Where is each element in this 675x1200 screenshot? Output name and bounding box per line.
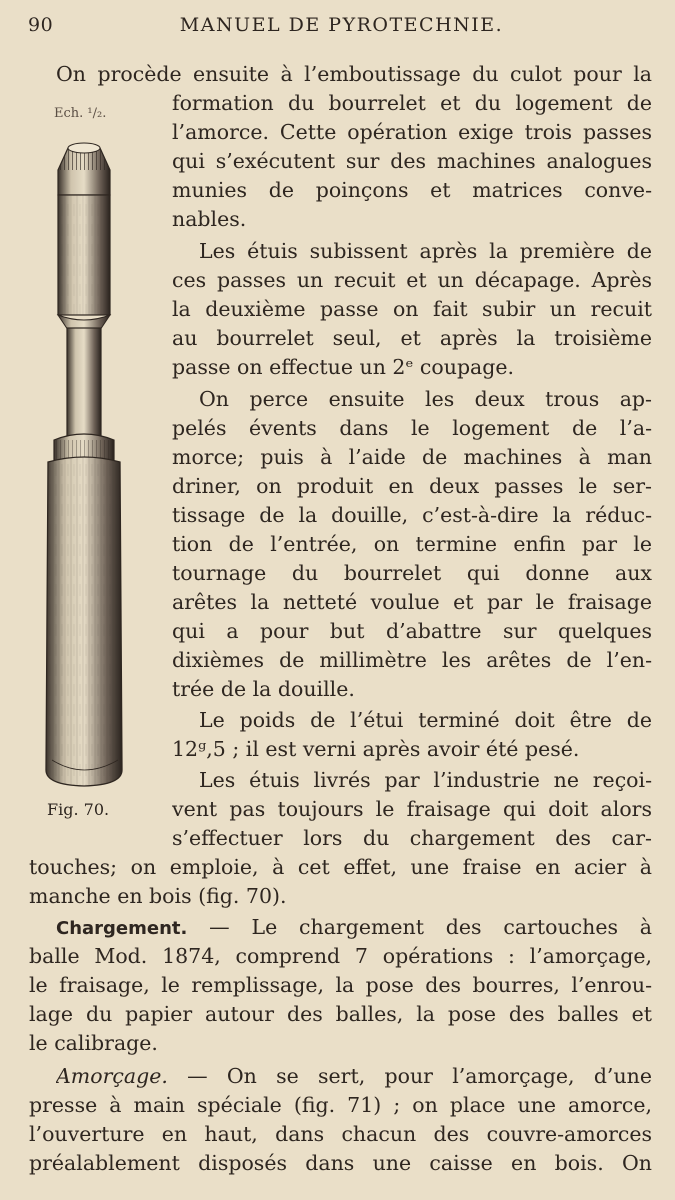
text-line: l’ouverture en haut, dans chacun des couvre-amorces bbox=[29, 1122, 652, 1146]
text-line: munies de poinçons et matrices conve- bbox=[172, 178, 652, 202]
text-line: driner, on produit en deux passes le ser- bbox=[172, 474, 652, 498]
text-line: qui a pour but d’abattre sur quelques bbox=[172, 619, 652, 643]
text-line: Les étuis subissent après la première de bbox=[199, 239, 652, 263]
text-line: formation du bourrelet et du logement de bbox=[172, 91, 652, 115]
running-header bbox=[28, 14, 655, 44]
text-line: arêtes la netteté voulue et par le fraisage bbox=[172, 590, 652, 614]
shaft bbox=[67, 328, 101, 438]
figure-caption: Fig. 70. bbox=[47, 800, 110, 819]
text-line: le calibrage. bbox=[29, 1031, 158, 1055]
section-amorcage-first-line: Amorçage. — On se sert, pour l’amorçage, d’une bbox=[56, 1064, 652, 1088]
text-line: l’amorce. Cette opération exige trois passes bbox=[172, 120, 652, 144]
text-line: le fraisage, le remplissage, la pose des bourres, l’enrou- bbox=[29, 973, 652, 997]
text-line: Le poids de l’étui terminé doit être de bbox=[199, 708, 652, 732]
page-number: 90 bbox=[28, 14, 54, 36]
text-line: manche en bois (fig. 70). bbox=[29, 884, 287, 908]
section-title-amorcage: Amorçage. bbox=[56, 1064, 168, 1088]
text-line: Les étuis livrés par l’industrie ne reçoi- bbox=[199, 768, 652, 792]
text-line: pelés évents dans le logement de l’a- bbox=[172, 416, 652, 440]
text-line: tion de l’entrée, on termine enfin par le bbox=[172, 532, 652, 556]
text-line: lage du papier autour des balles, la pose des balles et bbox=[29, 1002, 652, 1026]
text-line: dixièmes de millimètre les arêtes de l’en- bbox=[172, 648, 652, 672]
section-title-chargement: Chargement. bbox=[56, 918, 188, 939]
text-line: morce; puis à l’aide de machines à man bbox=[172, 445, 652, 469]
text-line: balle Mod. 1874, comprend 7 opérations : l’amorçage, bbox=[29, 944, 652, 968]
figure-scale-label: Ech. ¹/₂. bbox=[54, 106, 107, 121]
text-line: presse à main spéciale (fig. 71) ; on place une amorce, bbox=[29, 1093, 652, 1117]
text-line: On procède ensuite à l’emboutissage du culot pour la bbox=[56, 62, 652, 86]
text-line: tournage du bourrelet qui donne aux bbox=[172, 561, 652, 585]
section-chargement-first-line: Chargement. — Le chargement des cartouches à bbox=[56, 915, 652, 939]
text-line: ces passes un recuit et un décapage. Après bbox=[172, 268, 652, 292]
text-line: nables. bbox=[172, 207, 247, 231]
text-line: tissage de la douille, c’est-à-dire la réduc- bbox=[172, 503, 652, 527]
text-line: touches; on emploie, à cet effet, une fraise en acier à bbox=[29, 855, 652, 879]
running-title: MANUEL DE PYROTECHNIE. bbox=[179, 14, 504, 36]
text-line: la deuxième passe on fait subir un recuit bbox=[172, 297, 652, 321]
text-line: vent pas toujours le fraisage qui doit alors bbox=[172, 797, 652, 821]
text-line: préalablement disposés dans une caisse en bois. On bbox=[29, 1151, 652, 1175]
text-line: passe on effectue un 2ᵉ coupage. bbox=[172, 355, 515, 379]
text-line: s’effectuer lors du chargement des car- bbox=[172, 826, 652, 850]
text-line: qui s’exécutent sur des machines analogues bbox=[172, 149, 652, 173]
text-line: au bourrelet seul, et après la troisième bbox=[172, 326, 652, 350]
text-line: On perce ensuite les deux trous ap- bbox=[199, 387, 652, 411]
text-line: trée de la douille. bbox=[172, 677, 355, 701]
reamer-tool-illustration bbox=[28, 140, 138, 790]
text-line: 12ᵍ,5 ; il est verni après avoir été pesé. bbox=[172, 737, 580, 761]
figure-70 bbox=[28, 100, 163, 830]
